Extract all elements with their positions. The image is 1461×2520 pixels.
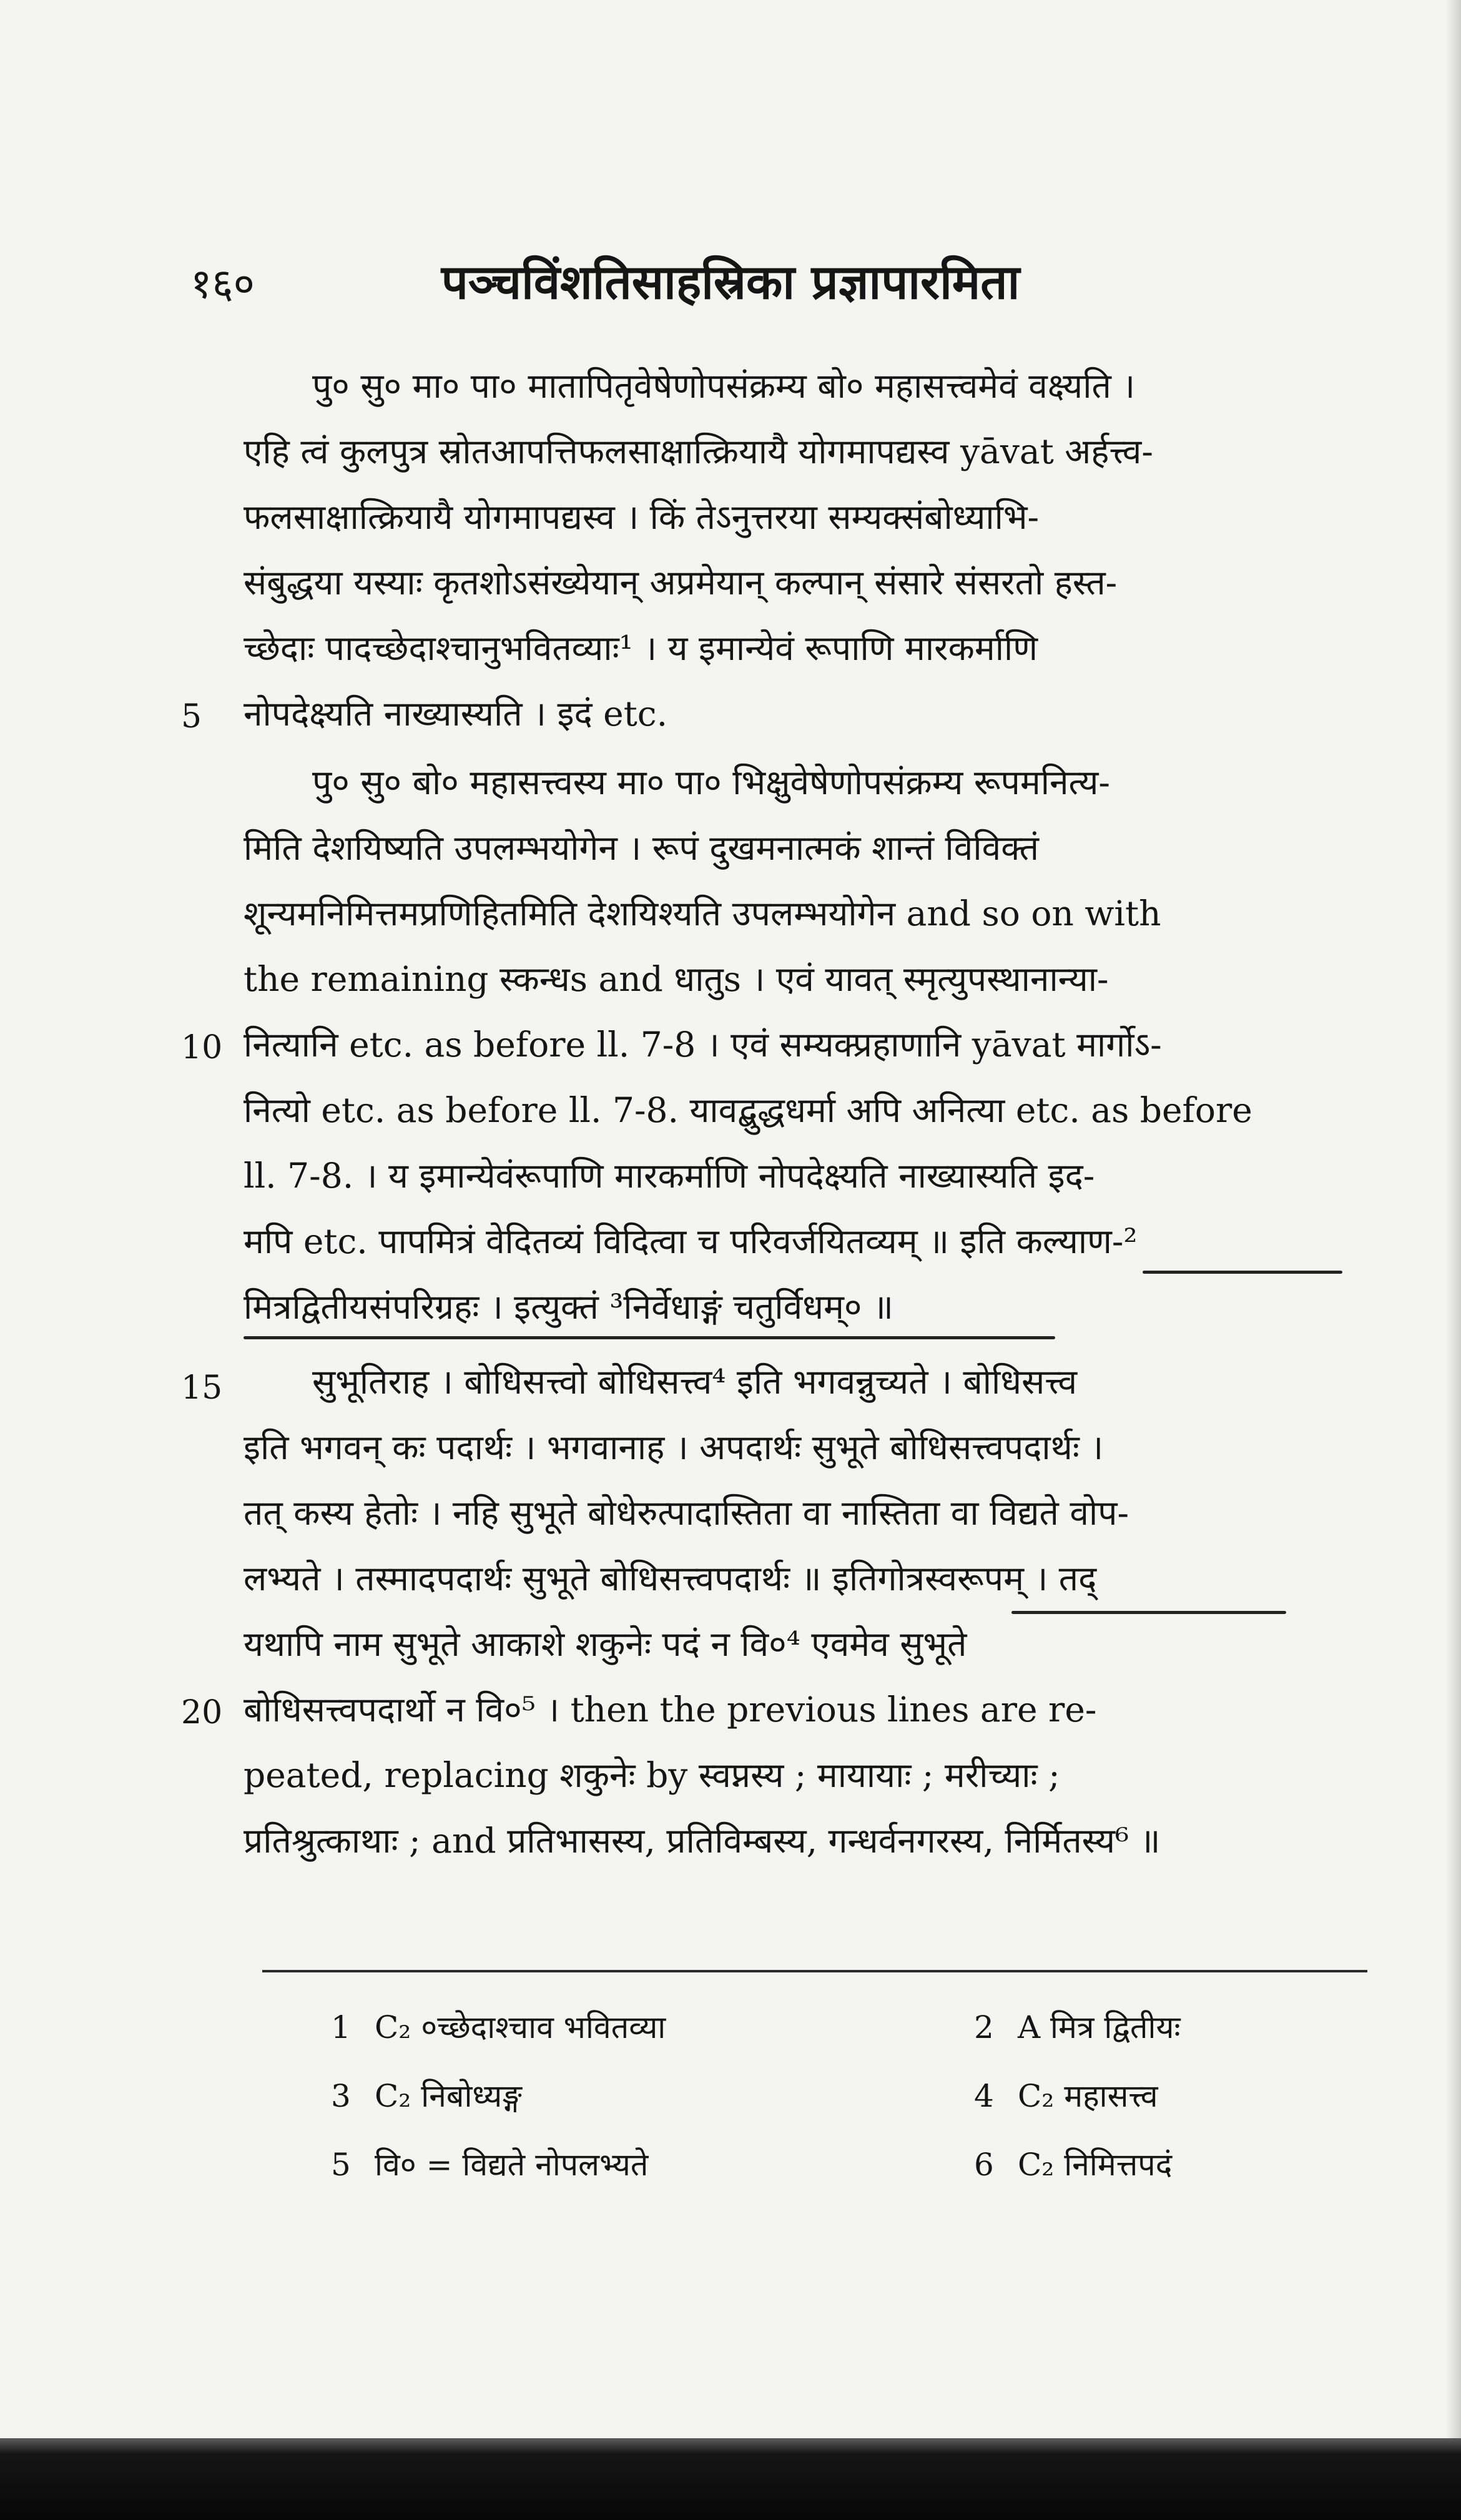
footnote-number: 6 — [974, 2147, 994, 2183]
scan-bottom-edge — [0, 2438, 1461, 2520]
page-edge-shadow — [1446, 0, 1461, 2520]
footnote-text: C₂ निमित्तपदं — [1018, 2147, 1173, 2183]
section-underline — [1011, 1611, 1286, 1614]
footnote-text: वि० = विद्यते नोपलभ्यते — [375, 2147, 649, 2183]
footnote — [974, 2135, 1172, 2195]
running-title: पञ्चविंशतिसाहस्रिका प्रज्ञापारमिता — [441, 254, 1020, 310]
footnote-text: C₂ ०च्छेदाश्चाव भवितव्या — [375, 2009, 666, 2045]
text-line: शून्यमनिमित्तमप्रणिहितमिति देशयिश्यति उपलम्भयोगेन and so on with — [244, 893, 1161, 933]
footnote — [974, 1998, 1181, 2057]
text-line: प्रतिश्रुत्काथाः ; and प्रतिभासस्य, प्रतिविम्बस्य, गन्धर्वनगरस्य, निर्मितस्य⁶ ॥ — [244, 1821, 1161, 1861]
footnote-number: 2 — [974, 2009, 994, 2045]
footnote-number: 4 — [974, 2078, 994, 2114]
text-line: the remaining स्कन्धs and धातुs । एवं यावत् स्मृत्युपस्थानान्या- — [244, 959, 1109, 999]
text-line: मित्रद्वितीयसंपरिग्रहः । इत्युक्तं ³निर्वेधाङ्गं चतुर्विधम्० ॥ — [244, 1287, 893, 1327]
text-line: ll. 7-8. । य इमान्येवंरूपाणि मारकर्माणि नोपदेक्ष्यति नाख्यास्यति इद- — [244, 1156, 1095, 1196]
section-underline — [1143, 1271, 1342, 1274]
text-line: यथापि नाम सुभूते आकाशे शकुनेः पदं न वि०⁴ एवमेव सुभूते — [244, 1624, 967, 1664]
text-line: मिति देशयिष्यति उपलम्भयोगेन । रूपं दुखमनात्मकं शान्तं विविक्तं — [244, 828, 1040, 868]
text-line: फलसाक्षात्क्रियायै योगमापद्यस्व । किं तेऽनुत्तरया सम्यक्संबोध्याभि- — [244, 497, 1040, 537]
text-line: लभ्यते । तस्मादपदार्थः सुभूते बोधिसत्त्वपदार्थः ॥ इतिगोत्रस्वरूपम् । तद् — [244, 1558, 1097, 1598]
page-header — [0, 250, 1461, 318]
text-line: नित्यो etc. as before ll. 7-8. यावद्बुद्धधर्मा अपि अनित्या etc. as before — [244, 1090, 1252, 1130]
text-line: सुभूतिराह । बोधिसत्त्वो बोधिसत्त्व⁴ इति भगवन्नुच्यते । बोधिसत्त्व — [312, 1362, 1078, 1402]
line-number: 15 — [181, 1369, 223, 1407]
text-line: पु० सु० मा० पा० मातापितृवेषेणोपसंक्रम्य बो० महासत्त्वमेवं वक्ष्यति । — [312, 366, 1136, 406]
footnote-text: A मित्र द्वितीयः — [1018, 2009, 1181, 2045]
section-underline — [244, 1336, 1055, 1339]
text-line: तत् कस्य हेतोः । नहि सुभूते बोधेरुत्पादास्तिता वा नास्तिता वा विद्यते वोप- — [244, 1493, 1129, 1533]
footnote-text: C₂ महासत्त्व — [1018, 2078, 1158, 2114]
footnote — [331, 1998, 666, 2057]
footnote-number: 3 — [331, 2078, 351, 2114]
text-line: नोपदेक्ष्यति नाख्यास्यति । इदं etc. — [244, 694, 668, 734]
text-line: मपि etc. पापमित्रं वेदितव्यं विदित्वा च परिवर्जयितव्यम् ॥ इति कल्याण-² — [244, 1221, 1138, 1261]
text-line: च्छेदाः पादच्छेदाश्चानुभवितव्याः¹ । य इमान्येवं रूपाणि मारकर्माणि — [244, 628, 1038, 668]
line-number: 20 — [181, 1694, 223, 1731]
footnote — [331, 2135, 648, 2195]
text-line: बोधिसत्त्वपदार्थो न वि०⁵ । then the previous lines are re- — [244, 1690, 1097, 1730]
footnote-number: 1 — [331, 2009, 351, 2045]
text-line: इति भगवन् कः पदार्थः । भगवानाह । अपदार्थः सुभूते बोधिसत्त्वपदार्थः । — [244, 1427, 1104, 1467]
text-line: नित्यानि etc. as before ll. 7-8 । एवं सम्यक्प्रहाणानि yāvat मार्गोऽ- — [244, 1025, 1162, 1065]
text-line: पु० सु० बो० महासत्त्वस्य मा० पा० भिक्षुवेषेणोपसंक्रम्य रूपमनित्य- — [312, 762, 1110, 802]
footnote-text: C₂ निबोध्यङ्ग — [375, 2078, 522, 2114]
text-line: संबुद्धया यस्याः कृतशोऽसंख्येयान् अप्रमेयान् कल्पान् संसारे संसरतो हस्त- — [244, 563, 1118, 603]
page-number: १६० — [190, 260, 255, 308]
footnote-number: 5 — [331, 2147, 351, 2183]
line-number: 5 — [181, 698, 202, 736]
line-number: 10 — [181, 1029, 223, 1066]
text-line: peated, replacing शकुनेः by स्वप्नस्य ; मायायाः ; मरीच्याः ; — [244, 1755, 1060, 1795]
footnote-rule — [262, 1970, 1367, 1972]
footnote — [331, 2067, 522, 2126]
text-line: एहि त्वं कुलपुत्र स्रोतआपत्तिफलसाक्षात्क्रियायै योगमापद्यस्व yāvat अर्हत्त्व- — [244, 431, 1153, 471]
footnote — [974, 2067, 1158, 2126]
